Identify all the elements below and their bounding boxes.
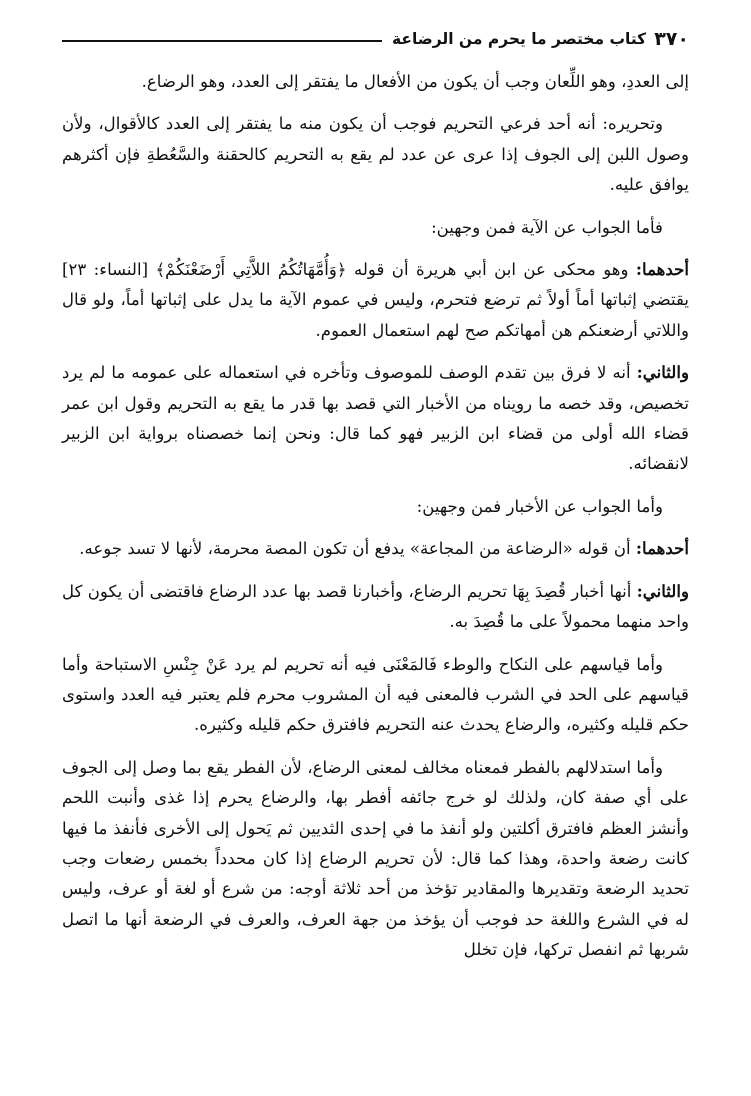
paragraph-text: أنها أخبار قُصِدَ بِهَا تحريم الرضاع، وأخبارنا قصد بها عدد الرضاع فاقتضى أن يكون كل واحد منهما محمولاً على ما قُصِدَ به. bbox=[62, 581, 689, 632]
paragraph-text: وأما استدلالهم بالفطر فمعناه مخالف لمعنى الرضاع، لأن الفطر يقع بما وصل إلى الجوف على أي صفة كان، ولذلك لو خرج جائفه أفطر بها، والرضاع يحرم إذا غذى وأنبت اللحم وأنشز العظم فافترق أكلتين ولو أنفذ ما في إحدى الثديين ثم يَحول إلى الأخرى فأنفذ ما فيها كانت رضعة واحدة، وهذا كما قال: لأن تحريم الرضاع إذا كان محدداً بخمس رضعات وجب تحديد الرضعة وتقديرها والمقادير تؤخذ من أحد ثلاثة أوجه: من شرع أو لغة أو عرف، وليس له في الشرع واللغة حد فوجب أن يؤخذ من جهة العرف، والعرف في الرضعة أنها ما اتصل شربها ثم انفصل تركها، فإن تخلل bbox=[62, 757, 689, 960]
paragraph bbox=[62, 108, 689, 200]
paragraph bbox=[62, 649, 689, 741]
paragraph-text: وأما قياسهم على النكاح والوطء فَالمَعْنَى فيه أنه تحريم لم يرد عَنْ جِنْسِ الاستباحة وأما قياسهم على الحد في الشرب فالمعنى فيه أن المشروب محرم فلم يعتبر فيه العدد واستوى حكم قليله وكثيره، والرضاع يحدث عنه التحريم فافترق حكم قليله وكثيره. bbox=[62, 654, 689, 735]
paragraph-lead: أحدهما: bbox=[635, 538, 689, 559]
paragraph bbox=[62, 357, 689, 480]
paragraph bbox=[62, 576, 689, 638]
paragraph bbox=[62, 752, 689, 966]
paragraph bbox=[62, 254, 689, 346]
paragraph-text: إلى العددِ، وهو اللِّعان وجب أن يكون من الأفعال ما يفتقر إلى العدد، وهو الرضاع. bbox=[141, 72, 689, 91]
paragraph-text: وأما الجواب عن الأخبار فمن وجهين: bbox=[416, 496, 663, 516]
paragraph-lead: والثاني: bbox=[636, 362, 689, 383]
paragraph-text: أنه لا فرق بين تقدم الوصف للموصوف وتأخره في استعماله على عمومه ما لم يرد تخصيص، وقد خصه ما رويناه من الأخبار التي قصد بها قدر ما يقع به التحريم وقول ابن عمر قضاء الله أولى من قضاء ابن الزبير فهو كما قال: ونحن إنما خصصناه برواية ابن الزبير لانقضائه. bbox=[62, 363, 689, 474]
page-header bbox=[62, 22, 689, 56]
paragraph-lead: أحدهما: bbox=[635, 259, 689, 280]
paragraph bbox=[62, 491, 689, 522]
page-body bbox=[62, 66, 689, 977]
paragraph bbox=[62, 212, 689, 243]
paragraph bbox=[62, 533, 689, 564]
page-number: ٣٧٠ bbox=[654, 28, 689, 50]
paragraph bbox=[62, 66, 689, 97]
paragraph-text: فأما الجواب عن الآية فمن وجهين: bbox=[431, 217, 663, 237]
running-title: كتاب مختصر ما يحرم من الرضاعة bbox=[391, 30, 647, 48]
paragraph-text: أن قوله «الرضاعة من المجاعة» يدفع أن تكون المصة محرمة، لأنها لا تسد جوعه. bbox=[79, 539, 636, 559]
paragraph-text: وتحريره: أنه أحد فرعي التحريم فوجب أن يكون منه ما يفتقر إلى العدد كالأقوال، ولأن وصول اللبن إلى الجوف إذا عرى عن عدد لم يقع به التحريم كالحقنة والسَّعُطةِ فإن أكثرهم يوافق عليه. bbox=[62, 114, 689, 195]
paragraph-text: وهو محكى عن ابن أبي هريرة أن قوله ﴿وَأُمَّهَاتُكُمُ اللاَّتِي أَرْضَعْنَكُمْ﴾ [النساء: ٢٣] يقتضي إثباتها أماً أولاً ثم ترضع فتحرم، وليس في عموم الآية ما يدل على إثباتها أماً، ولو قال واللاتي أرضعنكم هن أمهاتكم صح لهم استعمال العموم. bbox=[62, 260, 689, 340]
header-rule bbox=[62, 40, 382, 42]
paragraph-lead: والثاني: bbox=[636, 580, 689, 601]
